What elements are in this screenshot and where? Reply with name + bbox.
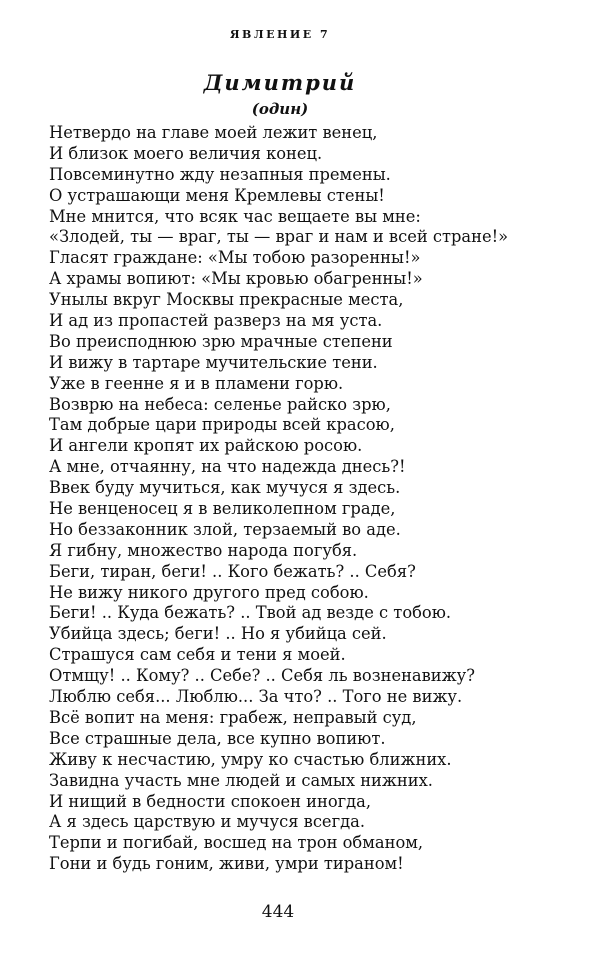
verse-line: И ад из пропастей разверз на мя уста. <box>49 311 383 331</box>
verse-line: Люблю себя... Люблю... За что? .. Того не вижу. <box>49 687 463 707</box>
verse-line: Убийца здесь; беги! .. Но я убийца сей. <box>49 624 387 644</box>
verse-line: Не венценосец я в великолепном граде, <box>49 499 396 519</box>
verse-line: Живу к несчастию, умру ко счастью ближних. <box>49 749 452 769</box>
verse-line: И нищий в бедности спокоен иногда, <box>49 791 372 811</box>
verse-block <box>49 123 569 875</box>
verse-line: О устрашающи меня Кремлевы стены! <box>49 185 385 205</box>
verse-line: Страшуся сам себя и тени я моей. <box>49 645 346 665</box>
verse-line: Во преисподнюю зрю мрачные степени <box>49 331 393 351</box>
verse-line: Беги! .. Куда бежать? .. Твой ад везде с тобою. <box>49 603 452 623</box>
verse-line: «Злодей, ты — враг, ты — враг и нам и всей стране!» <box>49 227 509 247</box>
verse-line: Завидна участь мне людей и самых нижних. <box>49 770 433 790</box>
verse-line: И близок моего величия конец. <box>49 143 323 163</box>
speaker-name: Димитрий <box>203 70 357 95</box>
verse-line: Но беззаконник злой, терзаемый во аде. <box>49 519 401 539</box>
stage-direction: (один) <box>251 100 309 118</box>
verse-line: Мне мнится, что всяк час вещаете вы мне: <box>49 206 421 226</box>
verse-line: Не вижу никого другого пред собою. <box>49 582 369 602</box>
verse-line: Отмщу! .. Кому? .. Себе? .. Себя ль возненавижу? <box>49 666 475 686</box>
page-number: 444 <box>261 902 295 922</box>
verse-line: А я здесь царствую и мучуся всегда. <box>49 812 366 832</box>
verse-line: А храмы вопиют: «Мы кровью обагренны!» <box>49 269 423 289</box>
verse-line: Ввек буду мучиться, как мучуся я здесь. <box>49 478 401 498</box>
verse-line: И ангели кропят их райскою росою. <box>49 436 363 456</box>
verse-line: Всё вопит на меня: грабеж, неправый суд, <box>49 707 417 727</box>
verse-line: А мне, отчаянну, на что надежда днесь?! <box>49 457 406 477</box>
verse-line: Повсеминутно жду незапныя премены. <box>49 164 391 184</box>
verse-line: Уже в геенне я и в пламени горю. <box>49 373 344 393</box>
verse-line: Беги, тиран, беги! .. Кого бежать? .. Себя? <box>49 561 416 581</box>
verse-line: Я гибну, множество народа погубя. <box>49 540 358 560</box>
verse-line: Там добрые цари природы всей красою, <box>49 415 395 435</box>
verse-line: Гони и будь гоним, живи, умри тираном! <box>49 854 404 874</box>
verse-line: Унылы вкруг Москвы прекрасные места, <box>49 290 404 310</box>
scene-heading: ЯВЛЕНИЕ 7 <box>229 28 331 41</box>
verse-line: Все страшные дела, все купно вопиют. <box>49 728 386 748</box>
verse-line: Возврю на небеса: селенье райско зрю, <box>49 394 391 414</box>
verse-line: Гласят граждане: «Мы тобою разоренны!» <box>49 248 421 268</box>
verse-line: Нетвердо на главе моей лежит венец, <box>49 123 378 142</box>
verse-line: Терпи и погибай, восшед на трон обманом, <box>49 833 424 853</box>
verse-line: И вижу в тартаре мучительские тени. <box>49 352 378 372</box>
